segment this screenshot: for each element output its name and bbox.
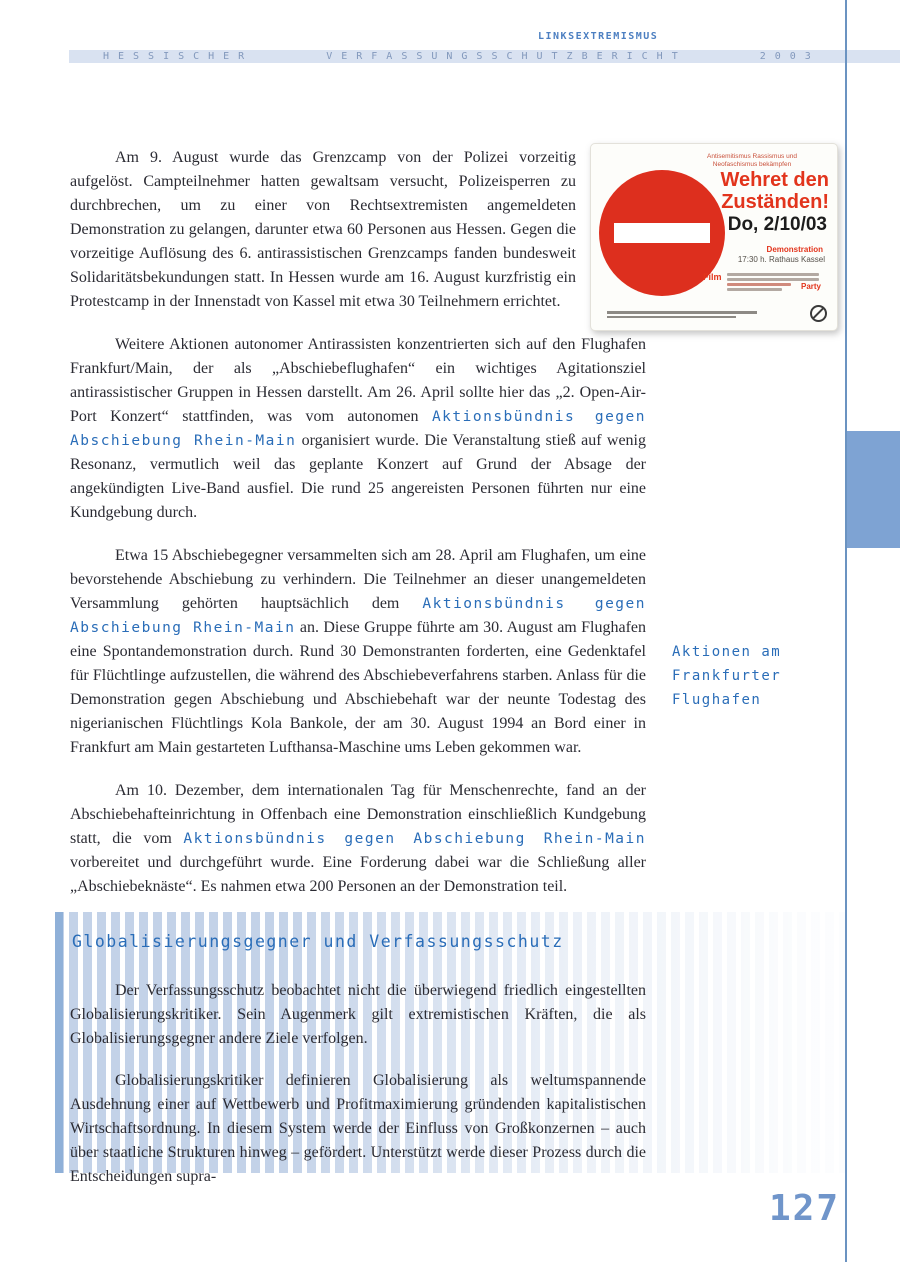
section-paragraph-definition: Globalisierungskritiker definieren Globalisierung als weltumspannende Ausdehnung einer auf Wettbewerb und Profitmaximierung gründenden kapitalistischen Wirtschaftsordnung. In diesem System werde der Einfluss von Großkonzernen – auch über staatliche Strukturen hinweg – gefördert. Unterstützt werde dieser Prozess durch die Entscheidungen supra-: [70, 1072, 646, 1185]
poster-title-line: Wehret den: [720, 169, 829, 191]
section-paragraph-beobachtung: Der Verfassungsschutz beobachtet nicht die überwiegend friedlich eingestellten Globalisierungskritiker. Sein Augenmerk gilt extremistischen Kräften, die als Globalisierungsgegner andere Ziele verfolgen.: [70, 982, 646, 1047]
margin-note: [672, 640, 781, 712]
poster-date: Do, 2/10/03: [727, 214, 827, 235]
paragraph-flughafen: [70, 333, 646, 525]
main-text-column: [70, 146, 646, 918]
section-heading: Globalisierungsgegner und Verfassungsschutz: [72, 932, 564, 951]
poster-film-label: Film: [703, 272, 722, 282]
header-banner-text: HESSISCHER VERFASSUNGSSCHUTZBERICHT 2003: [103, 51, 820, 62]
margin-note-line: Aktionen am: [672, 644, 782, 660]
paragraph-text: Weitere Aktionen autonomer Antirassisten konzentrierten sich auf den Flughafen Frankfurt/Main, der als „Abschiebeflughafen“ ein wichtiges Agitationsziel antirassistischer Gruppen in Hessen darstellt. Am 26. April sollte hier das „2. Open-Air-Port Konzert“ stattfinden, was vom autonomen: [70, 336, 646, 425]
globalisierung-section: [55, 912, 845, 1185]
section-left-edge-stripe: [55, 912, 63, 1173]
page-edge-tab: [847, 431, 900, 548]
margin-note-line: Frankfurter: [672, 668, 782, 684]
poster-kicker: [677, 153, 827, 169]
paragraph-text: Etwa 15 Abschiebegegner versammelten sich am 28. April am Flughafen, um eine bevorstehende Abschiebung zu verhindern. Die Teilnehmer an dieser unangemeldeten Versammlung gehörten hauptsächlich dem: [70, 547, 646, 612]
poster-kicker-line: Neofaschismus bekämpfen: [712, 161, 792, 168]
page-number: 127: [768, 1188, 840, 1229]
poster-kicker-line: Antisemitismus Rassismus und: [707, 153, 797, 160]
poster-footer-lines: [607, 311, 757, 320]
header-banner: [69, 50, 900, 63]
poster-event-type: Demonstration: [766, 245, 823, 254]
aktionsbuendnis-highlight: Aktionsbündnis gegen Abschiebung Rhein-Main: [70, 596, 646, 636]
paragraph-grenzcamp: Am 9. August wurde das Grenzcamp von der Polizei vorzeitig aufgelöst. Campteilnehmer hatten gewaltsam versucht, Polizeisperren zu durchbrechen, um zu einer von Rechtsextremisten angemeldeten Demonstration zu gelangen, darunter etwa 60 Personen aus Hessen. Gegen die vorzeitige Auflösung des 6. antirassistischen Grenzcamps fanden bundesweit Solidaritätsbekundungen statt. In Hessen wurde am 16. August kurzfristig ein Protestcamp in der Innenstadt von Kassel mit etwa 30 Teilnehmern errichtet.: [70, 149, 576, 310]
paragraph-text: Am 10. Dezember, dem internationalen Tag für Menschenrechte, fand an der Abschiebehafteinrichtung in Offenbach eine Demonstration einschließlich Kundgebung statt, die vom: [70, 782, 646, 847]
paragraph-abschiebegegner: [70, 544, 646, 760]
poster-title: [659, 169, 829, 213]
paragraph-text: vorbereitet und durchgeführt wurde. Eine Forderung dabei war die Schließung aller „Abschiebeknäste“. Es nahmen etwa 200 Personen an der Demonstration teil.: [70, 854, 646, 895]
right-vertical-rule: [845, 0, 847, 1262]
paragraph-text: an. Diese Gruppe führte am 30. August am Flughafen eine Spontandemonstration durch. Rund 30 Demonstranten forderten, eine Gedenktafel für Flüchtlinge aufzustellen, die während des Abschiebeverfahrens starben. Anlass für die Demonstration gegen Abschiebung und Abschiebehaft war der neunte Todestag des nigerianischen Flüchtlings Kola Bankole, der am 30. August 1994 an Bord einer in Frankfurt am Main gestarteten Lufthansa-Maschine ums Leben gekommen war.: [70, 619, 646, 756]
demo-poster-image: [590, 143, 838, 331]
poster-party-label: Party: [800, 282, 821, 291]
poster-event-details: 17:30 h. Rathaus Kassel: [737, 255, 825, 264]
paragraph-dezember-demo: [70, 779, 646, 899]
aktionsbuendnis-highlight: Aktionsbündnis gegen Abschiebung Rhein-Main: [183, 831, 646, 847]
paragraph-text: organisiert wurde. Die Veranstaltung stieß auf wenig Resonanz, vermutlich weil das geplante Konzert auf Grund der Absage der angekündigten Live-Band ausfiel. Die rund 25 angereisten Personen führten nur eine Kundgebung durch.: [70, 432, 646, 521]
poster-title-line: Zuständen!: [721, 191, 829, 213]
margin-note-line: Flughafen: [672, 692, 762, 708]
poster-smallprint-lines: [727, 273, 819, 293]
header-section-label: LINKSEXTREMISMUS: [538, 31, 659, 42]
prohibition-logo-icon: [810, 305, 827, 322]
aktionsbuendnis-highlight: Aktionsbündnis gegen Abschiebung Rhein-Main: [70, 409, 646, 449]
